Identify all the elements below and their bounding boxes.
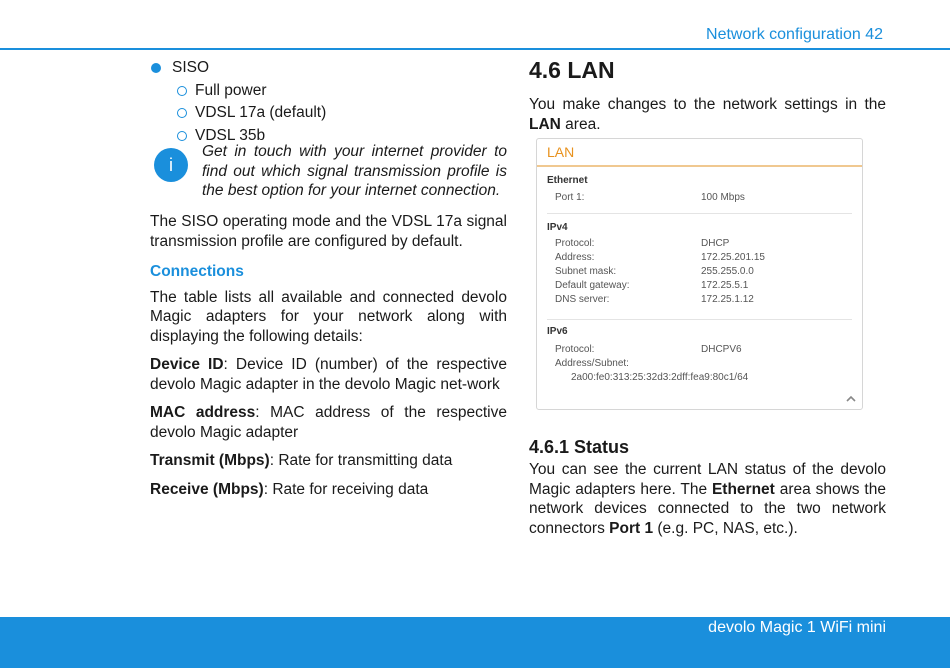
ipv6-address-value: 2a00:fe0:313:25:32d3:2dff:fea9:80c1/64: [571, 372, 749, 383]
definition-transmit: [150, 451, 507, 471]
definition-term: Transmit (Mbps): [150, 452, 270, 469]
ipv6-protocol-row: [547, 343, 852, 357]
info-icon: i: [154, 148, 188, 182]
ipv4-value: 172.25.5.1: [701, 280, 749, 291]
definition-term: MAC address: [150, 404, 256, 421]
ipv4-value: 255.255.0.0: [701, 266, 754, 277]
definition-desc: : Rate for transmitting data: [269, 452, 453, 469]
bullet-label: SISO: [172, 59, 210, 76]
ipv4-value: DHCP: [701, 238, 730, 249]
sub-bullet-item: [150, 81, 507, 104]
section-heading-lan: 4.6 LAN: [529, 57, 615, 83]
definition-desc: : Device ID (number) of the respective devolo Magic adapter in the devolo Magic net-work: [150, 356, 507, 393]
status-text: (e.g. PC, NAS, etc.).: [653, 519, 798, 537]
definition-mac-address: [150, 403, 507, 442]
hollow-bullet-icon: [177, 131, 187, 141]
sub-bullet-label: VDSL 35b: [195, 126, 266, 144]
ipv4-value: 172.25.201.15: [701, 252, 765, 263]
ipv4-row: [547, 265, 852, 279]
status-paragraph: [529, 460, 886, 538]
filled-bullet-icon: [151, 63, 161, 73]
panel-divider: [547, 213, 852, 214]
ipv6-protocol-label: Protocol:: [555, 344, 595, 355]
port1-label: Port 1:: [555, 192, 585, 203]
ipv6-section: [547, 326, 852, 385]
default-config-paragraph: The SISO operating mode and the VDSL 17a signal transmission profile are configured by default.: [150, 213, 507, 250]
footer-product-name: devolo Magic 1 WiFi mini: [708, 619, 886, 636]
ipv4-row: [547, 293, 852, 307]
panel-divider: [547, 319, 852, 320]
left-column: [150, 58, 507, 499]
sub-bullet-label: VDSL 17a (default): [195, 104, 327, 121]
definition-device-id: [150, 355, 507, 394]
ipv4-title: IPv4: [547, 222, 568, 233]
header-divider: [0, 48, 950, 50]
ipv4-label: Subnet mask:: [555, 266, 617, 277]
status-text: area shows the network devices connected to the two network connectors: [529, 480, 886, 537]
lan-intro: [529, 95, 886, 134]
page-header-title: Network configuration 42: [706, 26, 883, 43]
ipv4-label: Address:: [555, 252, 595, 263]
ipv4-label: Protocol:: [555, 238, 595, 249]
info-note-text: Get in touch with your internet provider to find out which signal transmission profile is the best option for your internet connection.: [202, 143, 507, 199]
lan-intro-text: You make changes to the network settings in the: [529, 96, 886, 113]
status-bold-ethernet: Ethernet: [711, 480, 775, 498]
ipv4-section: [547, 222, 852, 307]
definition-desc: : MAC address of the respective devolo Magic adapter: [150, 404, 507, 441]
lan-intro-bold: LAN: [529, 115, 561, 133]
ipv4-label: Default gateway:: [555, 280, 630, 291]
connections-intro: The table lists all available and connected devolo Magic adapters for your network along with displaying the following details:: [150, 288, 507, 345]
definition-desc: : Rate for receiving data: [263, 480, 429, 498]
hollow-bullet-icon: [177, 86, 187, 96]
ipv6-protocol-value: DHCPV6: [701, 344, 742, 355]
lan-intro-text-end: area.: [560, 115, 601, 133]
ipv4-row: [547, 237, 852, 251]
bullet-item-main: [150, 58, 507, 81]
port1-row: [547, 191, 852, 205]
status-bold-port: Port 1: [609, 519, 654, 537]
ipv4-row: [547, 279, 852, 293]
ipv4-label: DNS server:: [555, 294, 610, 305]
ipv6-address-value-row: [547, 371, 852, 385]
ipv4-row: [547, 251, 852, 265]
definition-receive: [150, 480, 507, 500]
section-heading-status: 4.6.1 Status: [529, 437, 630, 457]
ethernet-section: [547, 175, 852, 205]
status-section: [529, 436, 886, 538]
port1-value: 100 Mbps: [701, 192, 745, 203]
lan-panel-title: LAN: [537, 139, 862, 167]
ethernet-title: Ethernet: [547, 175, 588, 186]
ipv6-title: IPv6: [547, 326, 568, 337]
chevron-up-icon[interactable]: [846, 394, 856, 405]
connections-heading: Connections: [150, 263, 244, 280]
ipv6-address-label-row: [547, 357, 852, 371]
definition-term: Device ID: [150, 356, 224, 373]
right-column: [529, 56, 886, 134]
lan-settings-panel: [536, 138, 863, 410]
sub-bullet-item: [150, 103, 507, 126]
ipv6-address-label: Address/Subnet:: [555, 358, 629, 369]
sub-bullet-label: Full power: [195, 81, 267, 99]
ipv4-value: 172.25.1.12: [701, 294, 754, 305]
definition-term: Receive (Mbps): [150, 480, 264, 498]
hollow-bullet-icon: [177, 108, 187, 118]
info-note: [150, 143, 507, 206]
status-text: You can see the current LAN status of the devolo Magic adapters here. The: [529, 461, 886, 498]
